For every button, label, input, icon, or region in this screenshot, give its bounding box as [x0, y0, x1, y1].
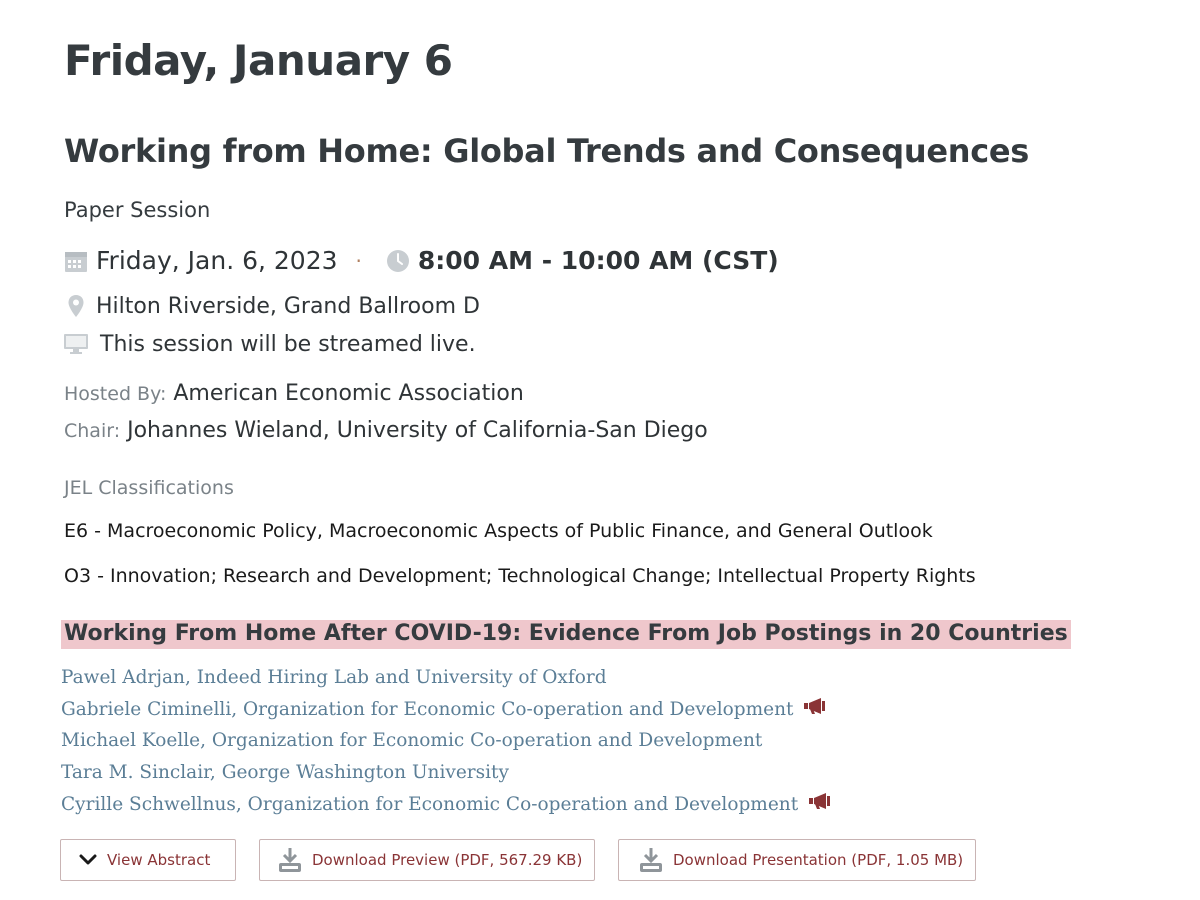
download-preview-label: Download Preview (PDF, 567.29 KB)	[312, 851, 583, 869]
author-item[interactable]	[61, 725, 832, 757]
author-name[interactable]: Michael Koelle, Organization for Economic Co-operation and Development	[61, 730, 763, 752]
author-item[interactable]	[61, 789, 832, 821]
author-name[interactable]: Pawel Adrjan, Indeed Hiring Lab and University of Oxford	[61, 666, 607, 688]
author-item[interactable]	[61, 662, 832, 694]
session-title[interactable]: Working from Home: Global Trends and Consequences	[64, 132, 1030, 170]
download-icon	[278, 847, 302, 873]
download-icon	[639, 847, 663, 873]
megaphone-icon	[808, 791, 832, 819]
author-name[interactable]: Gabriele Ciminelli, Organization for Economic Co-operation and Development	[61, 698, 794, 720]
chair-value: Johannes Wieland, University of California-San Diego	[127, 418, 708, 443]
paper-title[interactable]: Working From Home After COVID-19: Evidence From Job Postings in 20 Countries	[61, 620, 1071, 649]
session-date: Friday, Jan. 6, 2023	[96, 246, 338, 275]
jel-item: O3 - Innovation; Research and Development; Technological Change; Intellectual Property Rights	[64, 565, 976, 587]
megaphone-icon	[803, 696, 827, 724]
clock-icon	[384, 247, 412, 275]
chevron-down-icon	[79, 854, 97, 866]
session-location	[62, 292, 480, 320]
session-datetime	[62, 246, 779, 275]
author-item[interactable]	[61, 757, 832, 789]
calendar-icon	[62, 247, 90, 275]
author-name[interactable]: Cyrille Schwellnus, Organization for Economic Co-operation and Development	[61, 793, 799, 815]
stream-note	[62, 330, 476, 358]
download-presentation-button[interactable]	[618, 839, 976, 881]
jel-title: JEL Classifications	[64, 477, 234, 499]
monitor-icon	[62, 330, 90, 358]
jel-item: E6 - Macroeconomic Policy, Macroeconomic Aspects of Public Finance, and General Outlook	[64, 520, 933, 542]
separator-dot: ·	[355, 248, 362, 273]
author-name[interactable]: Tara M. Sinclair, George Washington University	[61, 761, 509, 783]
download-presentation-label: Download Presentation (PDF, 1.05 MB)	[673, 851, 964, 869]
download-preview-button[interactable]	[259, 839, 595, 881]
hosted-by	[64, 381, 524, 406]
session-time: 8:00 AM - 10:00 AM (CST)	[417, 246, 779, 275]
map-pin-icon	[62, 292, 90, 320]
day-heading: Friday, January 6	[64, 36, 453, 85]
chair	[64, 418, 708, 443]
author-item[interactable]	[61, 694, 832, 726]
hosted-by-value: American Economic Association	[173, 381, 524, 406]
session-type: Paper Session	[64, 198, 211, 222]
view-abstract-label: View Abstract	[107, 851, 211, 869]
chair-label: Chair:	[64, 420, 121, 442]
stream-text: This session will be streamed live.	[100, 331, 476, 357]
view-abstract-button[interactable]	[60, 839, 236, 881]
hosted-by-label: Hosted By:	[64, 383, 167, 405]
location-text: Hilton Riverside, Grand Ballroom D	[96, 293, 480, 319]
author-list	[61, 662, 832, 820]
